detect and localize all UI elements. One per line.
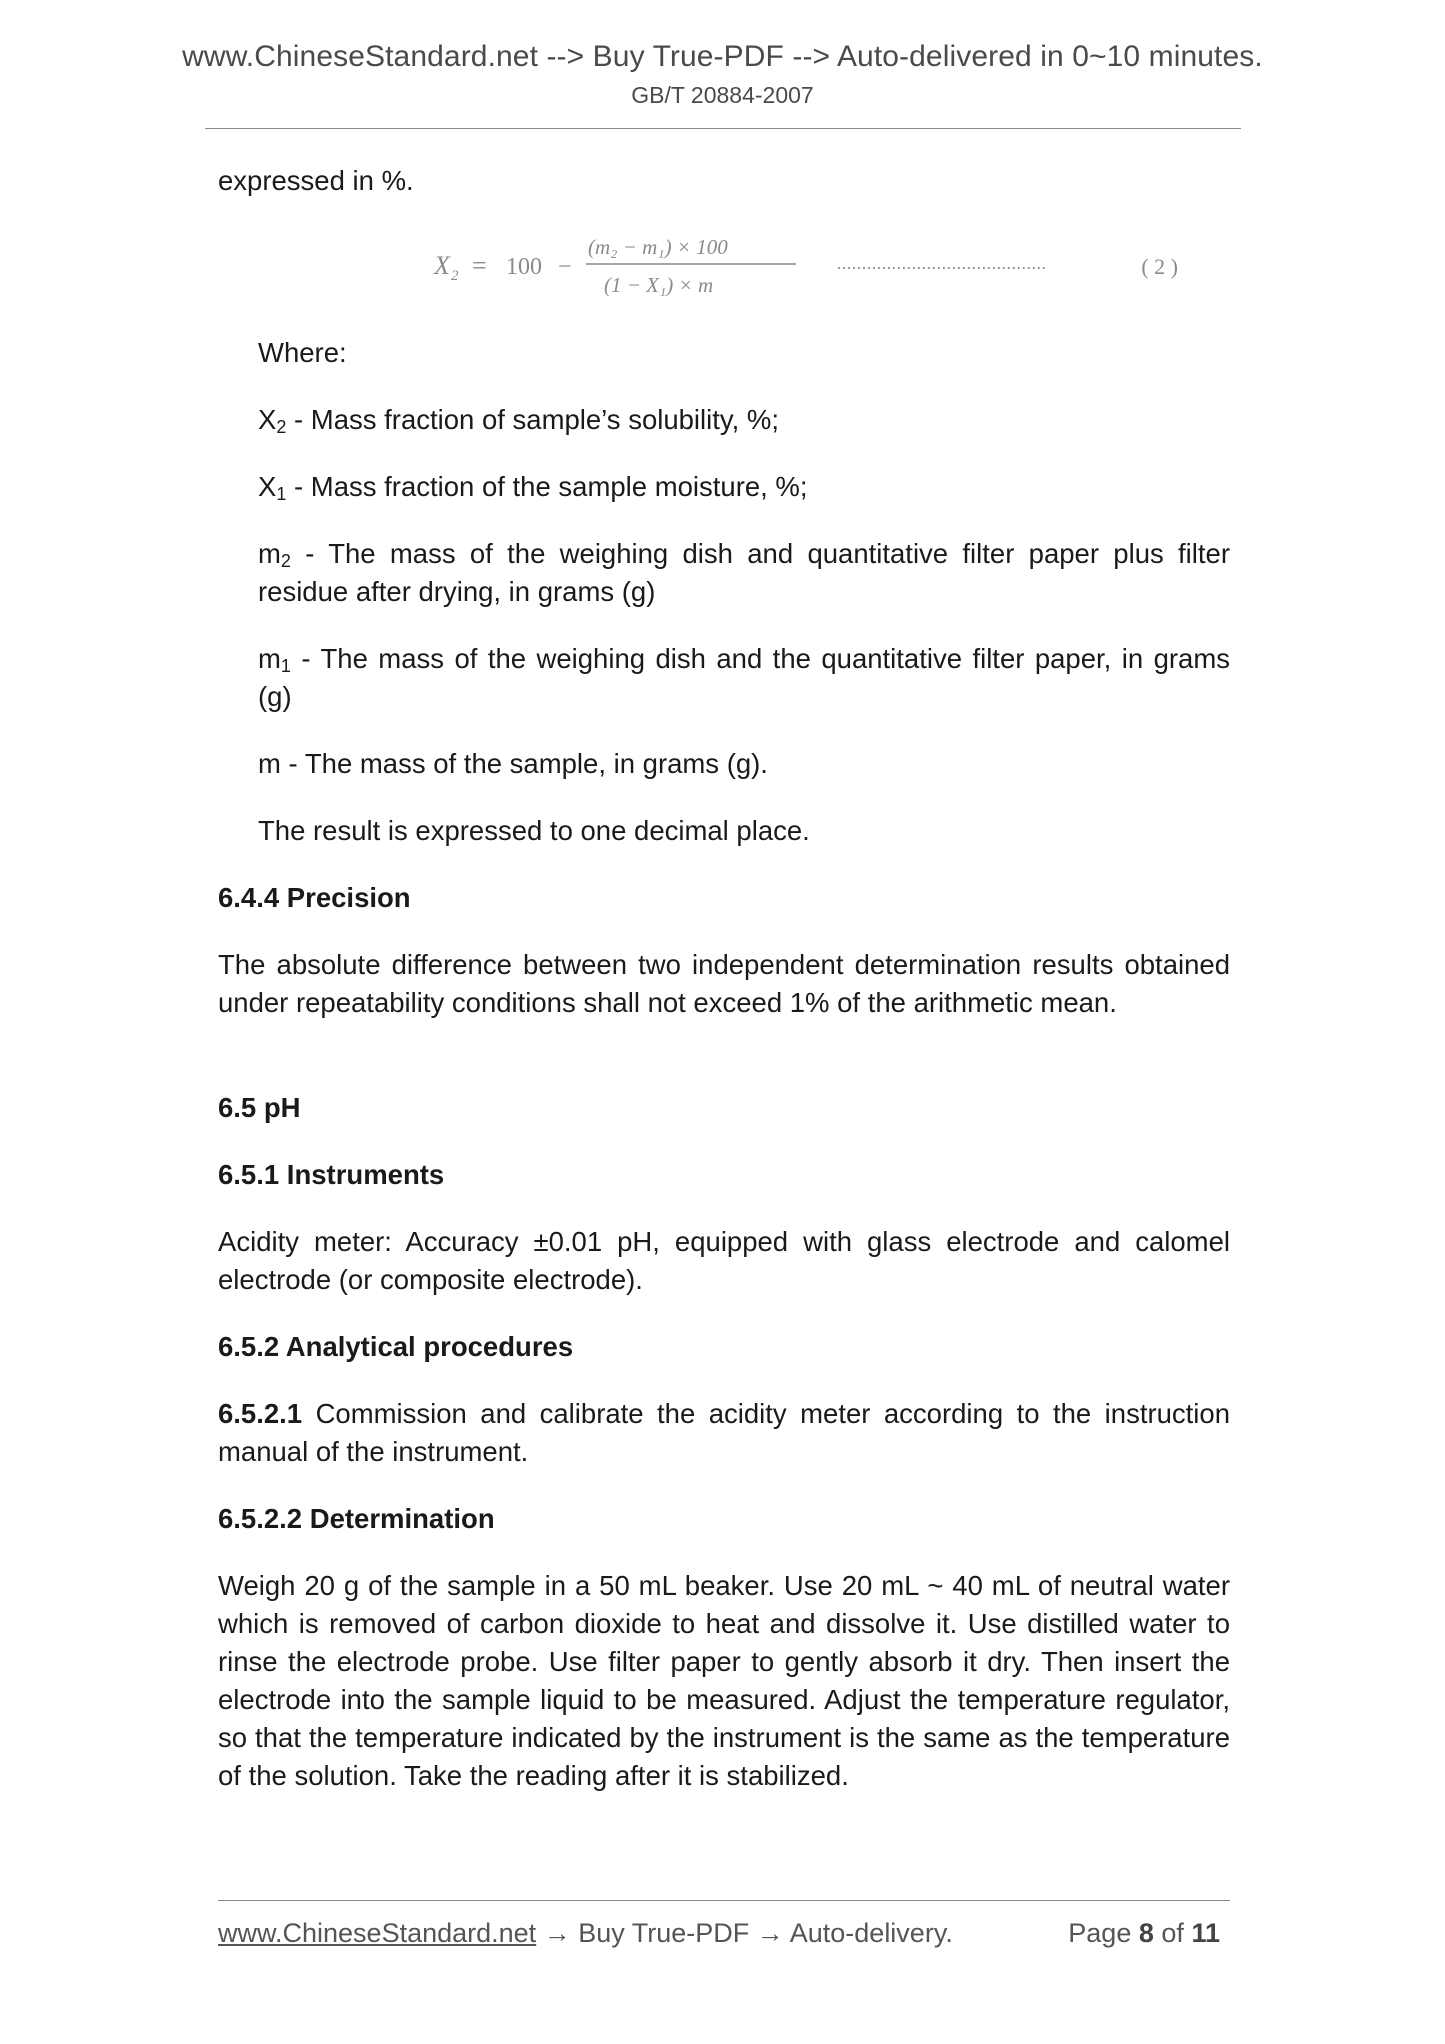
definition-x2: $X_2$ - Mass fraction of sample’s solubility, %;: [258, 404, 779, 437]
section-6-5-1-heading: 6.5.1 Instruments: [218, 1159, 445, 1190]
intro-text: expressed in %.: [218, 165, 414, 196]
section-6-4-4-body: The absolute difference between two independent determination results obtained under repeatability conditions shall not exceed 1% of the arithmetic mean.: [218, 949, 1230, 1018]
page-indicator: Page 8 of 11: [1068, 1918, 1220, 1948]
formula-number: ( 2 ): [1141, 254, 1178, 279]
definition-x1: $X_1$ - Mass fraction of the sample moisture, %;: [258, 471, 808, 504]
formula-equals: =: [472, 251, 487, 280]
where-label: Where:: [258, 337, 347, 368]
section-6-5-2-2-heading: 6.5.2.2 Determination: [218, 1503, 495, 1534]
section-6-4-4-heading: 6.4.4 Precision: [218, 882, 411, 913]
formula-lhs-sub: 2: [451, 268, 459, 284]
header-banner: www.ChineseStandard.net --> Buy True-PDF --> Auto-delivered in 0~10 minutes.: [182, 40, 1263, 73]
formula-denominator: (1 − X₁) × m: [604, 273, 714, 297]
header-divider: [205, 128, 1241, 129]
formula-lhs: X: [434, 251, 450, 280]
section-6-5-2-heading: 6.5.2 Analytical procedures: [218, 1331, 574, 1362]
section-6-5-heading: 6.5 pH: [218, 1092, 301, 1123]
page-number: 8: [1138, 1918, 1154, 1948]
formula-leader: ··········································: [836, 258, 1046, 278]
formula-numerator: (m₂ − m₁) × 100: [588, 235, 728, 259]
section-6-5-1-body: Acidity meter: Accuracy ±0.01 pH, equipped with glass electrode and calomel electrode (or composite electrode).: [218, 1226, 1230, 1295]
result-note: The result is expressed to one decimal place.: [258, 815, 810, 846]
formula-minus: −: [558, 254, 572, 280]
section-6-5-2-1-number: 6.5.2.1: [218, 1398, 303, 1429]
definition-m1: $m_1$ - The mass of the weighing dish and the quantitative filter paper, in grams (g): [258, 643, 1230, 712]
footer-site-link[interactable]: www.ChineseStandard.net: [218, 1918, 537, 1948]
formula-const: 100: [506, 254, 542, 280]
footer-divider: [218, 1900, 1230, 1901]
section-6-5-2-2-body: Weigh 20 g of the sample in a 50 mL beaker. Use 20 mL ~ 40 mL of neutral water which is removed of carbon dioxide to heat and dissolve it. Use distilled water to rinse the electrode probe. Use filter paper to gently absorb it dry. Then insert the electrode into the sample liquid to be measured. Adjust the temperature regulator, so that the temperature indicated by the instrument is the same as the temperature of the solution. Take the reading after it is stabilized.: [218, 1570, 1230, 1791]
standard-code: GB/T 20884-2007: [631, 82, 814, 108]
footer-tagline: → Buy True-PDF → Auto-delivery.: [536, 1918, 953, 1948]
section-6-5-2-1-body: 6.5.2.1 Commission and calibrate the acidity meter according to the instruction manual of the instrument.: [218, 1398, 1230, 1467]
definition-m: m - The mass of the sample, in grams (g).: [258, 748, 768, 779]
definition-m2: $m_2$ - The mass of the weighing dish and quantitative filter paper plus filter residue after drying, in grams (g): [258, 538, 1230, 607]
footer-left: [218, 1918, 953, 1949]
page-total: 11: [1191, 1918, 1220, 1948]
formula-2: [218, 228, 1230, 308]
